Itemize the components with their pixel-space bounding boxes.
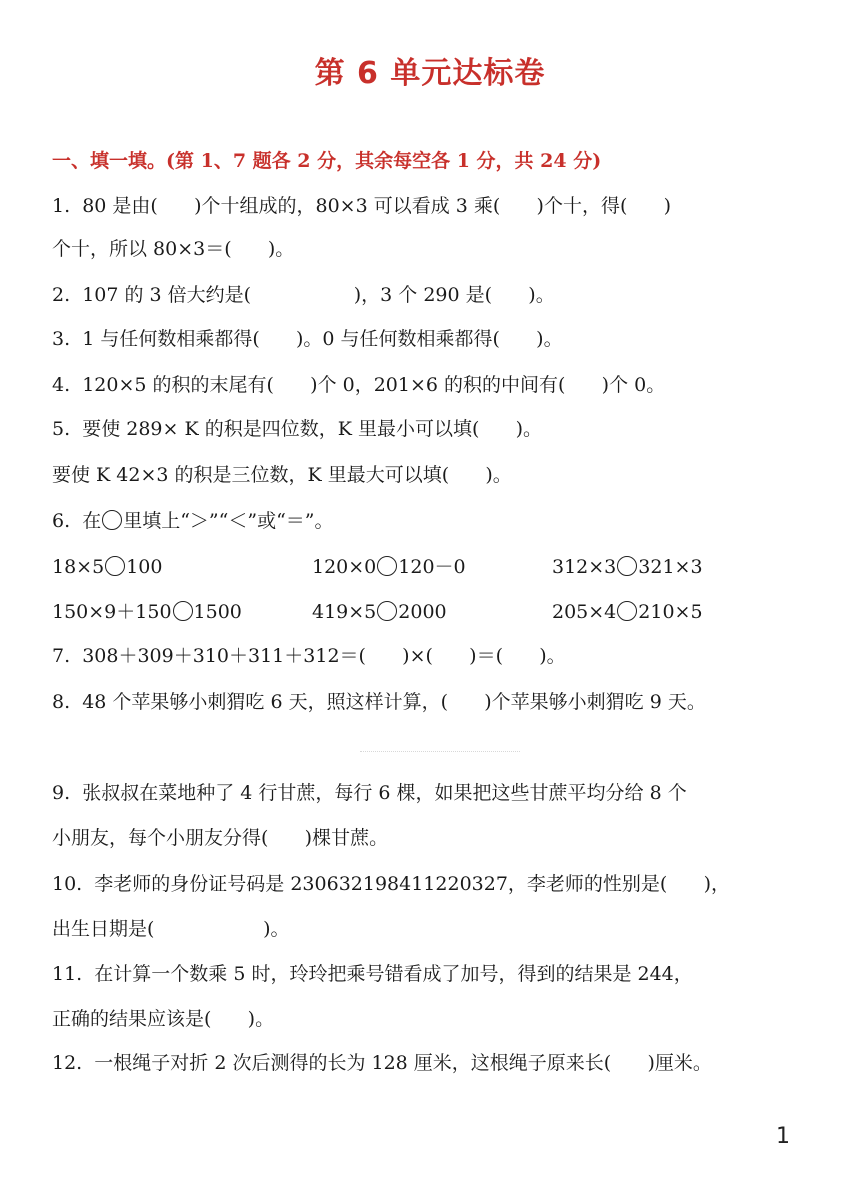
question-5-line-1: 5. 要使 289× K 的积是四位数，K 里最小可以填( )。 bbox=[52, 418, 543, 440]
question-1-line-1: 1. 80 是由( )个十组成的，80×3 可以看成 3 乘( )个十，得( ) bbox=[52, 195, 672, 217]
compare-left: 312×3 bbox=[552, 556, 617, 578]
compare-left: 205×4 bbox=[552, 601, 617, 623]
compare-circle-icon bbox=[102, 510, 122, 530]
question-6-prefix: 6. 在 bbox=[52, 510, 102, 532]
compare-item-6 bbox=[552, 599, 703, 625]
compare-right: 1500 bbox=[193, 601, 242, 623]
question-7: 7. 308＋309＋310＋311＋312＝( )×( )＝( )。 bbox=[52, 645, 566, 667]
question-9-line-1: 9. 张叔叔在菜地种了 4 行甘蔗，每行 6 棵，如果把这些甘蔗平均分给 8 个 bbox=[52, 782, 687, 804]
question-4: 4. 120×5 的积的末尾有( )个 0，201×6 的积的中间有( )个 0。 bbox=[52, 374, 666, 396]
question-3: 3. 1 与任何数相乘都得( )。0 与任何数相乘都得( )。 bbox=[52, 328, 563, 350]
question-10-line-1: 10. 李老师的身份证号码是 230632198411220327，李老师的性别是( )， bbox=[52, 873, 730, 895]
compare-left: 120×0 bbox=[312, 556, 377, 578]
compare-right: 210×5 bbox=[638, 601, 703, 623]
page-divider bbox=[360, 751, 520, 752]
question-12: 12. 一根绳子对折 2 次后测得的长为 128 厘米，这根绳子原来长( )厘米。 bbox=[52, 1052, 712, 1074]
question-6-text: 里填上“＞”“＜”或“＝”。 bbox=[123, 510, 334, 532]
section-heading: 一、填一填。(第 1、7 题各 2 分，其余每空各 1 分，共 24 分) bbox=[52, 150, 602, 172]
question-2: 2. 107 的 3 倍大约是( )，3 个 290 是( )。 bbox=[52, 284, 555, 306]
page-number: 1 bbox=[776, 1124, 790, 1149]
compare-blank-circle[interactable] bbox=[173, 601, 193, 621]
compare-left: 419×5 bbox=[312, 601, 377, 623]
compare-right: 120－0 bbox=[398, 556, 466, 578]
question-6 bbox=[52, 508, 334, 534]
question-1-line-2: 个十，所以 80×3＝( )。 bbox=[52, 238, 295, 260]
compare-right: 100 bbox=[126, 556, 163, 578]
compare-blank-circle[interactable] bbox=[377, 556, 397, 576]
compare-item-2 bbox=[312, 554, 466, 580]
compare-left: 150×9＋150 bbox=[52, 601, 172, 623]
compare-item-5 bbox=[312, 599, 447, 625]
question-9-line-2: 小朋友，每个小朋友分得( )棵甘蔗。 bbox=[52, 827, 389, 849]
compare-left: 18×5 bbox=[52, 556, 105, 578]
compare-blank-circle[interactable] bbox=[617, 556, 637, 576]
compare-item-1 bbox=[52, 554, 162, 580]
question-8: 8. 48 个苹果够小刺猬吃 6 天，照这样计算，( )个苹果够小刺猬吃 9 天。 bbox=[52, 691, 706, 713]
compare-right: 2000 bbox=[398, 601, 447, 623]
compare-right: 321×3 bbox=[638, 556, 703, 578]
question-11-line-2: 正确的结果应该是( )。 bbox=[52, 1008, 275, 1030]
question-11-line-1: 11. 在计算一个数乘 5 时，玲玲把乘号错看成了加号，得到的结果是 244， bbox=[52, 963, 693, 985]
compare-blank-circle[interactable] bbox=[377, 601, 397, 621]
compare-item-4 bbox=[52, 599, 242, 625]
compare-blank-circle[interactable] bbox=[617, 601, 637, 621]
compare-blank-circle[interactable] bbox=[105, 556, 125, 576]
compare-item-3 bbox=[552, 554, 703, 580]
question-10-line-2: 出生日期是( )。 bbox=[52, 918, 290, 940]
question-5-line-2: 要使 K 42×3 的积是三位数，K 里最大可以填( )。 bbox=[52, 464, 512, 486]
page-title: 第 6 单元达标卷 bbox=[314, 56, 546, 91]
